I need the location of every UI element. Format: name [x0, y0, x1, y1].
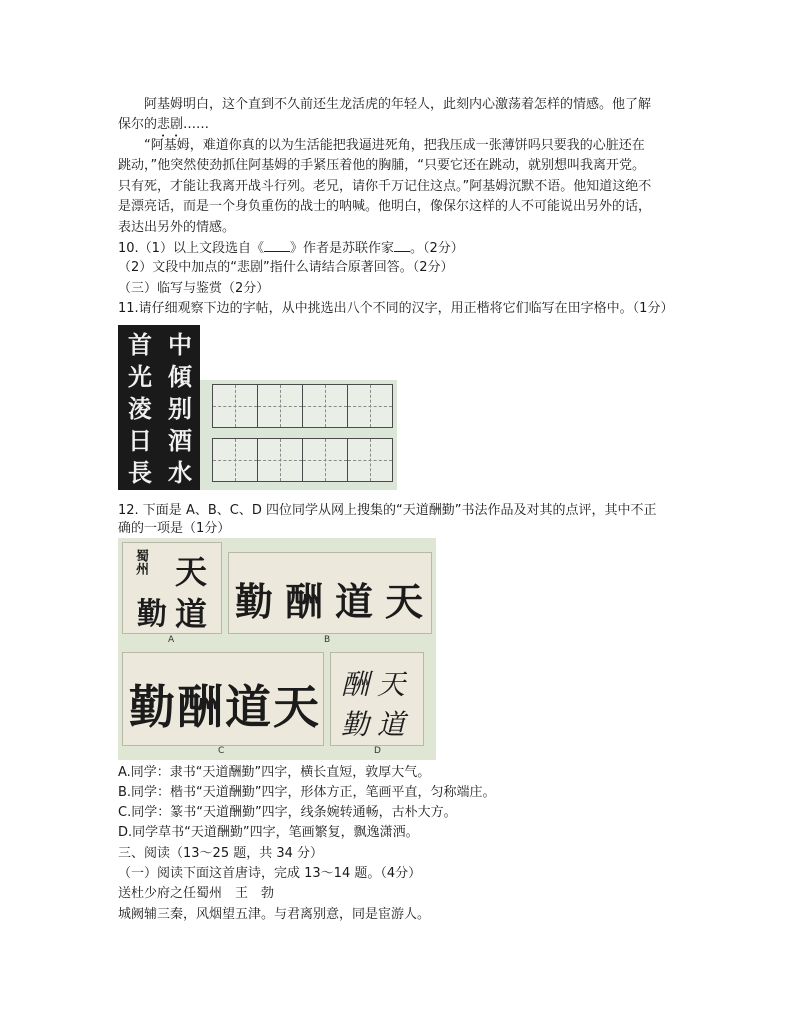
calligraphy-work-c — [122, 652, 324, 746]
glyph: 酬 — [341, 668, 370, 701]
dotted-word: 悲剧 — [157, 117, 184, 132]
passage-line: 是漂亮话，而是一个身负重伤的战士的呐喊。他明白，像保尔这样的人不可能说出另外的话， — [118, 199, 652, 214]
tianzige-cell[interactable] — [302, 438, 348, 482]
seal-text: 蜀州 — [133, 549, 148, 575]
tianzige-cell[interactable] — [347, 384, 393, 428]
question-12-line2: 确的一项是（1分） — [118, 521, 231, 536]
copybook-glyph: 光 — [128, 362, 152, 391]
glyph: 天 — [377, 668, 406, 701]
text-span: 10.（1）以上文段选自《 — [118, 241, 264, 256]
subsection-title: （一）阅读下面这首唐诗，完成 13～14 题。（4分） — [118, 866, 422, 881]
label-a: A — [168, 635, 175, 645]
label-b: B — [324, 635, 331, 645]
copybook-glyph: 水 — [168, 458, 192, 487]
glyph: 勤 — [137, 597, 167, 632]
text-span: 》作者是苏联作家 — [289, 241, 394, 256]
text-span: 。（2分） — [409, 241, 464, 256]
option-d: D.同学草书“天道酬勤”四字，笔画繁复，飘逸潇洒。 — [118, 825, 419, 840]
copybook-glyph: 首 — [128, 330, 152, 359]
tianzige-cell[interactable] — [257, 384, 303, 428]
section-reading-title: 三、阅读（13～25 题，共 34 分） — [118, 846, 324, 861]
calligraphy-work-d — [330, 652, 424, 746]
answer-blank[interactable] — [264, 239, 290, 252]
glyph: 酬 — [177, 680, 223, 734]
glyph: 勤 — [341, 708, 370, 741]
tianzige-cell[interactable] — [257, 438, 303, 482]
glyph: 勤 — [235, 579, 274, 624]
copybook-column-right — [162, 329, 198, 489]
copybook-glyph: 别 — [168, 394, 192, 423]
question-11: 11.请仔细观察下边的字帖，从中挑选出八个不同的汉字，用正楷将它们临写在田字格中。（1分） — [118, 301, 674, 316]
glyph: 天 — [175, 553, 208, 591]
calligraphy-work-b — [228, 552, 432, 634]
copybook-glyph: 中 — [168, 330, 192, 359]
glyph: 道 — [335, 579, 374, 624]
copybook-glyph: 淩 — [128, 394, 152, 423]
glyph: 道 — [225, 680, 271, 734]
poem-title: 送杜少府之任蜀州 王 勃 — [118, 886, 275, 901]
copybook-glyph: 長 — [128, 458, 152, 487]
copybook-image — [118, 325, 200, 490]
section-title: （三）临写与鉴赏（2分） — [118, 281, 270, 296]
glyph: 道 — [377, 708, 406, 741]
calligraphy-image — [118, 538, 436, 760]
option-c: C.同学：篆书“天道酬勤”四字，线条婉转通畅，古朴大方。 — [118, 805, 457, 820]
question-10-part2: （2）文段中加点的“悲剧”指什么请结合原著回答。（2分） — [118, 260, 454, 275]
copybook-column-left — [122, 329, 158, 489]
tianzige-cell[interactable] — [212, 384, 258, 428]
option-a: A.同学：隶书“天道酬勤”四字，横长直短，敦厚大气。 — [118, 765, 431, 780]
option-b: B.同学：楷书“天道酬勤”四字，形体方正，笔画平直，匀称端庄。 — [118, 785, 496, 800]
tianzige-cell[interactable] — [347, 438, 393, 482]
grid-row — [212, 384, 392, 428]
copybook-glyph: 酒 — [168, 426, 192, 455]
text-span: 保尔的 — [118, 117, 158, 132]
glyph: 酬 — [285, 579, 324, 624]
text-span: …… — [183, 117, 210, 132]
glyph: 天 — [273, 680, 319, 734]
grid-row — [212, 438, 392, 482]
glyph: 道 — [175, 595, 208, 633]
glyph: 勤 — [129, 680, 175, 734]
glyph: 天 — [385, 579, 424, 624]
tianzige-grid-panel — [200, 380, 397, 490]
label-c: C — [218, 746, 225, 756]
tianzige-cell[interactable] — [212, 438, 258, 482]
passage-line: 只有死，才能让我离开战斗行列。老兄，请你千万记住这点。”阿基姆沉默不语。他知道这绝不 — [118, 179, 652, 194]
passage-line: “阿基姆，难道你真的以为生活能把我逼进死角，把我压成一张薄饼吗只要我的心脏还在 — [144, 138, 645, 153]
tianzige-cell[interactable] — [302, 384, 348, 428]
passage-line: 表达出另外的情感。 — [118, 220, 236, 235]
copybook-glyph: 日 — [128, 426, 152, 455]
passage-line: 跳动，”他突然使劲抓住阿基姆的手紧压着他的胸脯，“只要它还在跳动，就别想叫我离开党。 — [118, 158, 645, 173]
answer-blank[interactable] — [394, 239, 410, 252]
label-d: D — [374, 746, 381, 756]
passage-line: 阿基姆明白，这个直到不久前还生龙活虎的年轻人，此刻内心激荡着怎样的情感。他了解 — [144, 97, 652, 112]
poem-line: 城阙辅三秦，风烟望五津。与君离别意，同是宦游人。 — [118, 907, 431, 922]
question-10-part1 — [118, 239, 464, 258]
calligraphy-work-a — [122, 542, 222, 634]
question-12-line1: 12. 下面是 A、B、C、D 四位同学从网上搜集的“天道酬勤”书法作品及对其的点评，其中不正 — [118, 503, 657, 518]
copybook-glyph: 傾 — [168, 362, 192, 391]
